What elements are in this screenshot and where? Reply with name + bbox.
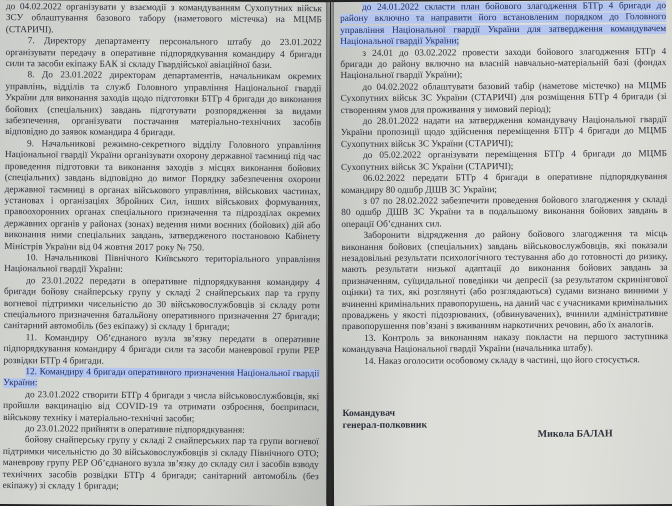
- signature-name: Микола БАЛАН: [537, 428, 613, 440]
- right-paragraph-10: 14. Наказ оголосити особовому складу в частині, що його стосується.: [364, 354, 640, 367]
- highlighted-text: до 24.01.2022 скласти план бойового злагодження БТГр 4 бригади до району включно та направити його встановленим порядком до Головного управління Національної гвардії України для затвердження командувачем Національної гвардії України;: [340, 1, 667, 48]
- highlighted-text: 12. Командиру 4 бригади оперативного призначення Національної гвардії України:: [3, 367, 320, 389]
- right-paragraph-1-highlighted: [340, 1, 666, 49]
- left-paragraph-5: 10. Начальникові Північного Київського територіального управління Національної гвардії України:: [4, 253, 321, 276]
- left-paragraph-10: до 23.01.2022 прийняти в оперативне підпорядкування:: [24, 424, 245, 436]
- right-paragraph-4: до 28.01.2022 надати на затвердження командувачу Національної гвардії України пропозиції щодо здійснення переміщення БТГр 4 бригади до МЦМБ Сухопутних військ ЗС України (СТАРИЧІ);: [340, 115, 667, 150]
- right-paragraph-7: з 07 по 28.02.2022 забезпечити проведення бойового злагодження у складі 80 одшбр ДШВ ЗС України та в подальшому виконання бойових завдань в операції Об’єднаних сил.: [341, 194, 668, 230]
- left-paragraph-8-highlighted: [3, 367, 319, 392]
- left-paragraph-11: бойову снайперську групу у складі 2 снайперських пар та групи вогневої підтримки чисельністю до 30 військовослужбовців зі складу Північного ОТО; маневрову групу РЕР Об’єднаного вузла зв’язку до складу сил і засобів взводу технічних засобів розвідки БТГр 4 бригади; санітарний автомобіль (без екіпажу) зі складу 1 бригади;: [2, 435, 319, 492]
- left-page: [0, 0, 330, 506]
- right-paragraph-9: 13. Контроль за виконанням наказу покласти на першого заступника командувача Національної гвардії України (начальника штабу).: [342, 331, 669, 356]
- signature-title-line1: Командувач: [342, 407, 396, 420]
- left-paragraph-1: до 04.02.2022 організувати у взаємодії з командуванням Сухопутних військ ЗСУ облаштування базового табору (наметового містечка) на МЦМБ (СТАРИЧІ).: [5, 2, 322, 36]
- left-paragraph-7: 11. Командиру Об’єднаного вузла зв’язку передати в оперативне підпорядкування командиру 4 бригади сили та засоби маневрової групи РЕР розвідки БТГр 4 бригади.: [3, 332, 320, 367]
- book-gutter-shadow: [326, 0, 334, 504]
- signature-title-line2: генерал-полковник: [342, 419, 427, 431]
- right-paragraph-5: до 05.02.2022 організувати переміщення БТГр 4 бригади до МЦМБ Сухопутних військ ЗС України (СТАРИЧІ);: [340, 149, 667, 173]
- right-paragraph-6: 06.02.2022 передати БТГр 4 бригади в оперативне підпорядкування командиру 80 одшбр ДШВ ЗС України;: [341, 172, 668, 196]
- right-paragraph-2: з 24.01 до 03.02.2022 провести заходи бойового злагодження БТГр 4 бригади до району включно на власній навчально-матеріальній базі (фондах Національної гвардії України);: [340, 46, 667, 82]
- left-paragraph-4: 9. Начальникові режимно-секретного відділу Головного управління Національної гвардії України організувати охорону державної таємниці під час проведення підготовки та виконання заходів з місцях виконання бойових (спеціальних) завдань відповідно до вимог Порядку забезпечення охорони державної таємниці в органах військового управління, військових частинах, установах і організаціях Збройних Сил, інших військових формуваннях, правоохоронних органах спеціального призначення та підрозділах окремих державних органів у районах (зонах) ведення ними воєнних (бойових) дій або виконання ними спеціальних завдань, затвердженого постановою Кабінету Міністрів України від 04 жовтня 2017 року № 750.: [4, 139, 322, 253]
- right-page: [331, 0, 672, 506]
- right-paragraph-8: Заборонити відрядження до району бойового злагодження та місць виконання бойових (спеціальних) завдань військовослужбовців, які показали незадовільні результати психологічного тестування або до готовності до ризику, мають результати низької адаптації до виконання бойових завдань за призначенням, суїцидальної поведінки чи депресії (за результатом скринінгової оцінки) та тих, які розглянуті (або розглядаються) судами визнано винними у вчиненні кримінальних правопорушень, на даний час є учасниками кримінальних проваджень у якості підозрюваних, (обвинувачених), вчинили адміністративне правопорушення пов’язані з вживанням наркотичних речовин, або їх аналогів.: [341, 229, 668, 333]
- left-page-text: [0, 0, 330, 495]
- left-paragraph-3: 8. До 23.01.2022 директорам департаментів, начальникам окремих управлінь, відділів та служб Головного управління Національної гвардії України для виконання заходів щодо підготовки БТГр 4 бригади до виконання бойових (спеціальних) завдань підготувати розпорядження за видами забезпечення, організувати постачання матеріально-технічних засобів відповідно до заявок командира 4 бригади.: [5, 70, 322, 139]
- signature-title: [342, 406, 672, 431]
- left-paragraph-2: 7. Директору департаменту персонального штабу до 23.01.2022 організувати передачу в оперативне підпорядкування командиру 4 бригади сили та засоби екіпажу БАК зі складу Гвардійської авіаційної бази.: [5, 36, 322, 71]
- left-paragraph-6: до 23.01.2022 передати в оперативне підпорядкування командиру 4 бригади бойову снайперську групу у складі 2 снайперських пар та групу вогневої підтримки чисельністю до 30 військовослужбовців зі складу роти спеціального призначення батальйону оперативного призначення 27 бригади; санітарний автомобіль (без екіпажу) зі складу 1 бригади;: [3, 275, 321, 333]
- left-paragraph-9: до 23.01.2022 створити БТГр 4 бригади з числа військовослужбовців, які пройшли вакцинацію від COVID-19 та отримати озброєння, боєприпаси, військову техніку і матеріально-технічні засоби;: [3, 389, 320, 424]
- right-paragraph-3: до 04.02.2022 облаштувати базовий табір (наметове містечко) на МЦМБ Сухопутних військ ЗС України (СТАРИЧІ) для розміщення БТГр 4 бригади (зі створенням умов для проживання у зимовий період);: [340, 80, 667, 116]
- right-page-text: [331, 0, 672, 368]
